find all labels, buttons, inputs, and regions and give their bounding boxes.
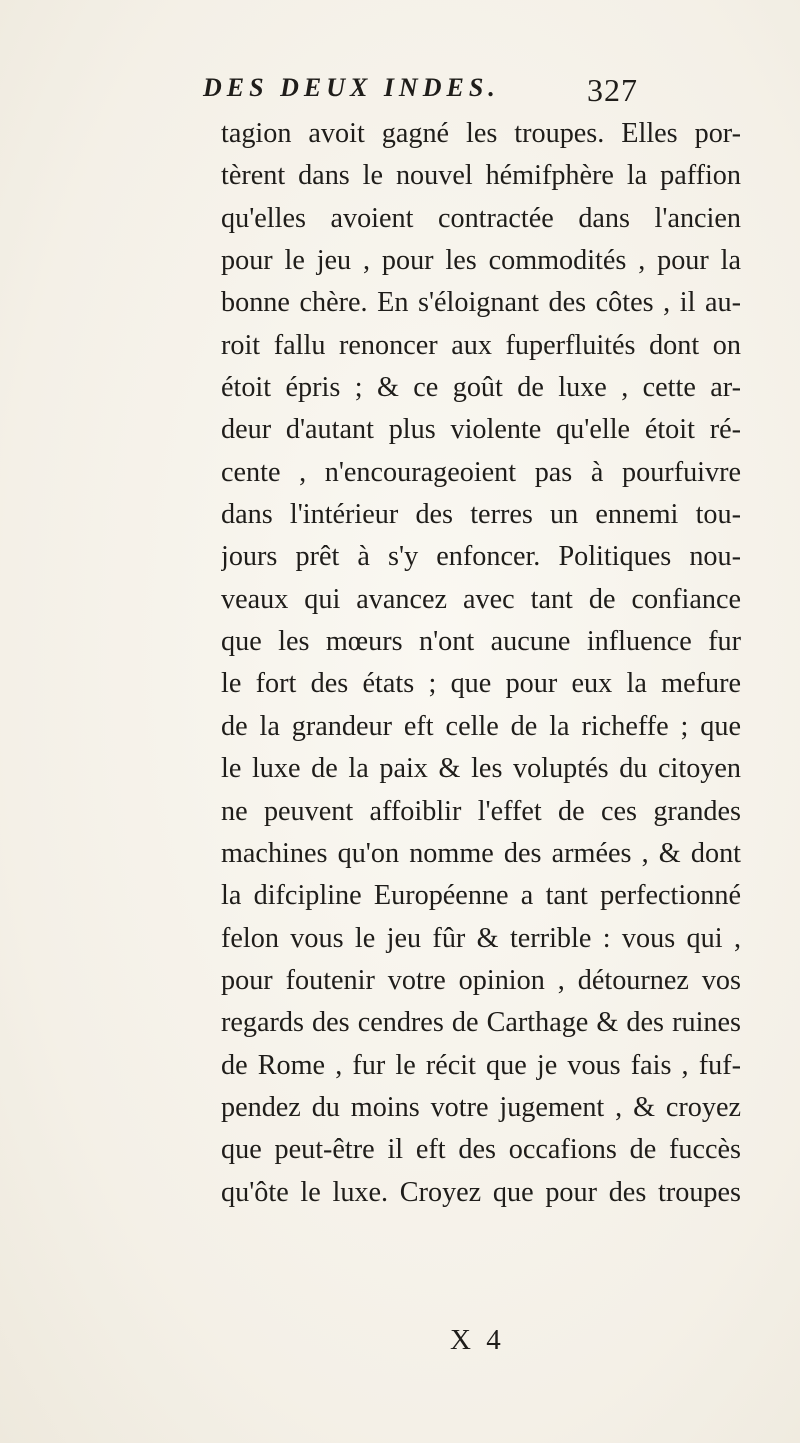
text-line: de Rome , fur le récit que je vous fais , fuf- — [221, 1049, 741, 1081]
text-line: pour foutenir votre opinion , détournez vos — [221, 964, 741, 996]
text-line: ne peuvent affoiblir l'effet de ces grandes — [221, 795, 741, 827]
text-line: le fort des états ; que pour eux la mefure — [221, 668, 741, 700]
text-line: la difcipline Européenne a tant perfectionné — [221, 880, 741, 912]
text-line: regards des cendres de Carthage & des ruines — [221, 1007, 741, 1039]
text-line: felon vous le jeu fûr & terrible : vous qui , — [221, 922, 741, 954]
text-line: de la grandeur eft celle de la richeffe ; que — [221, 710, 741, 742]
text-line: qu'elles avoient contractée dans l'ancien — [221, 202, 741, 234]
text-line: cente , n'encourageoient pas à pourfuivre — [221, 456, 741, 488]
text-line: pendez du moins votre jugement , & croyez — [221, 1091, 741, 1123]
text-line: deur d'autant plus violente qu'elle étoit ré- — [221, 414, 741, 446]
text-line: étoit épris ; & ce goût de luxe , cette ar- — [221, 372, 741, 404]
page-header — [0, 68, 800, 112]
text-line: pour le jeu , pour les commodités , pour la — [221, 245, 741, 277]
signature-mark: X 4 — [450, 1324, 505, 1356]
text-line: bonne chère. En s'éloignant des côtes , il au- — [221, 287, 741, 319]
text-line: tèrent dans le nouvel hémifphère la paffion — [221, 160, 741, 192]
page-number: 327 — [587, 72, 638, 108]
text-line: veaux qui avancez avec tant de confiance — [221, 583, 741, 615]
text-line: machines qu'on nomme des armées , & dont — [221, 837, 741, 869]
text-line: que les mœurs n'ont aucune influence fur — [221, 626, 741, 658]
text-line: tagion avoit gagné les troupes. Elles por- — [221, 118, 741, 149]
text-line: que peut-être il eft des occafions de fuccès — [221, 1134, 741, 1166]
text-line: roit fallu renoncer aux fuperfluités dont on — [221, 329, 741, 361]
running-head: DES DEUX INDES. — [203, 73, 500, 102]
text-line: dans l'intérieur des terres un ennemi tou- — [221, 499, 741, 531]
text-line: jours prêt à s'y enfoncer. Politiques nou- — [221, 541, 741, 573]
body-text — [221, 113, 741, 1214]
text-line: qu'ôte le luxe. Croyez que pour des troupes — [221, 1176, 741, 1208]
text-line: le luxe de la paix & les voluptés du citoyen — [221, 753, 741, 785]
